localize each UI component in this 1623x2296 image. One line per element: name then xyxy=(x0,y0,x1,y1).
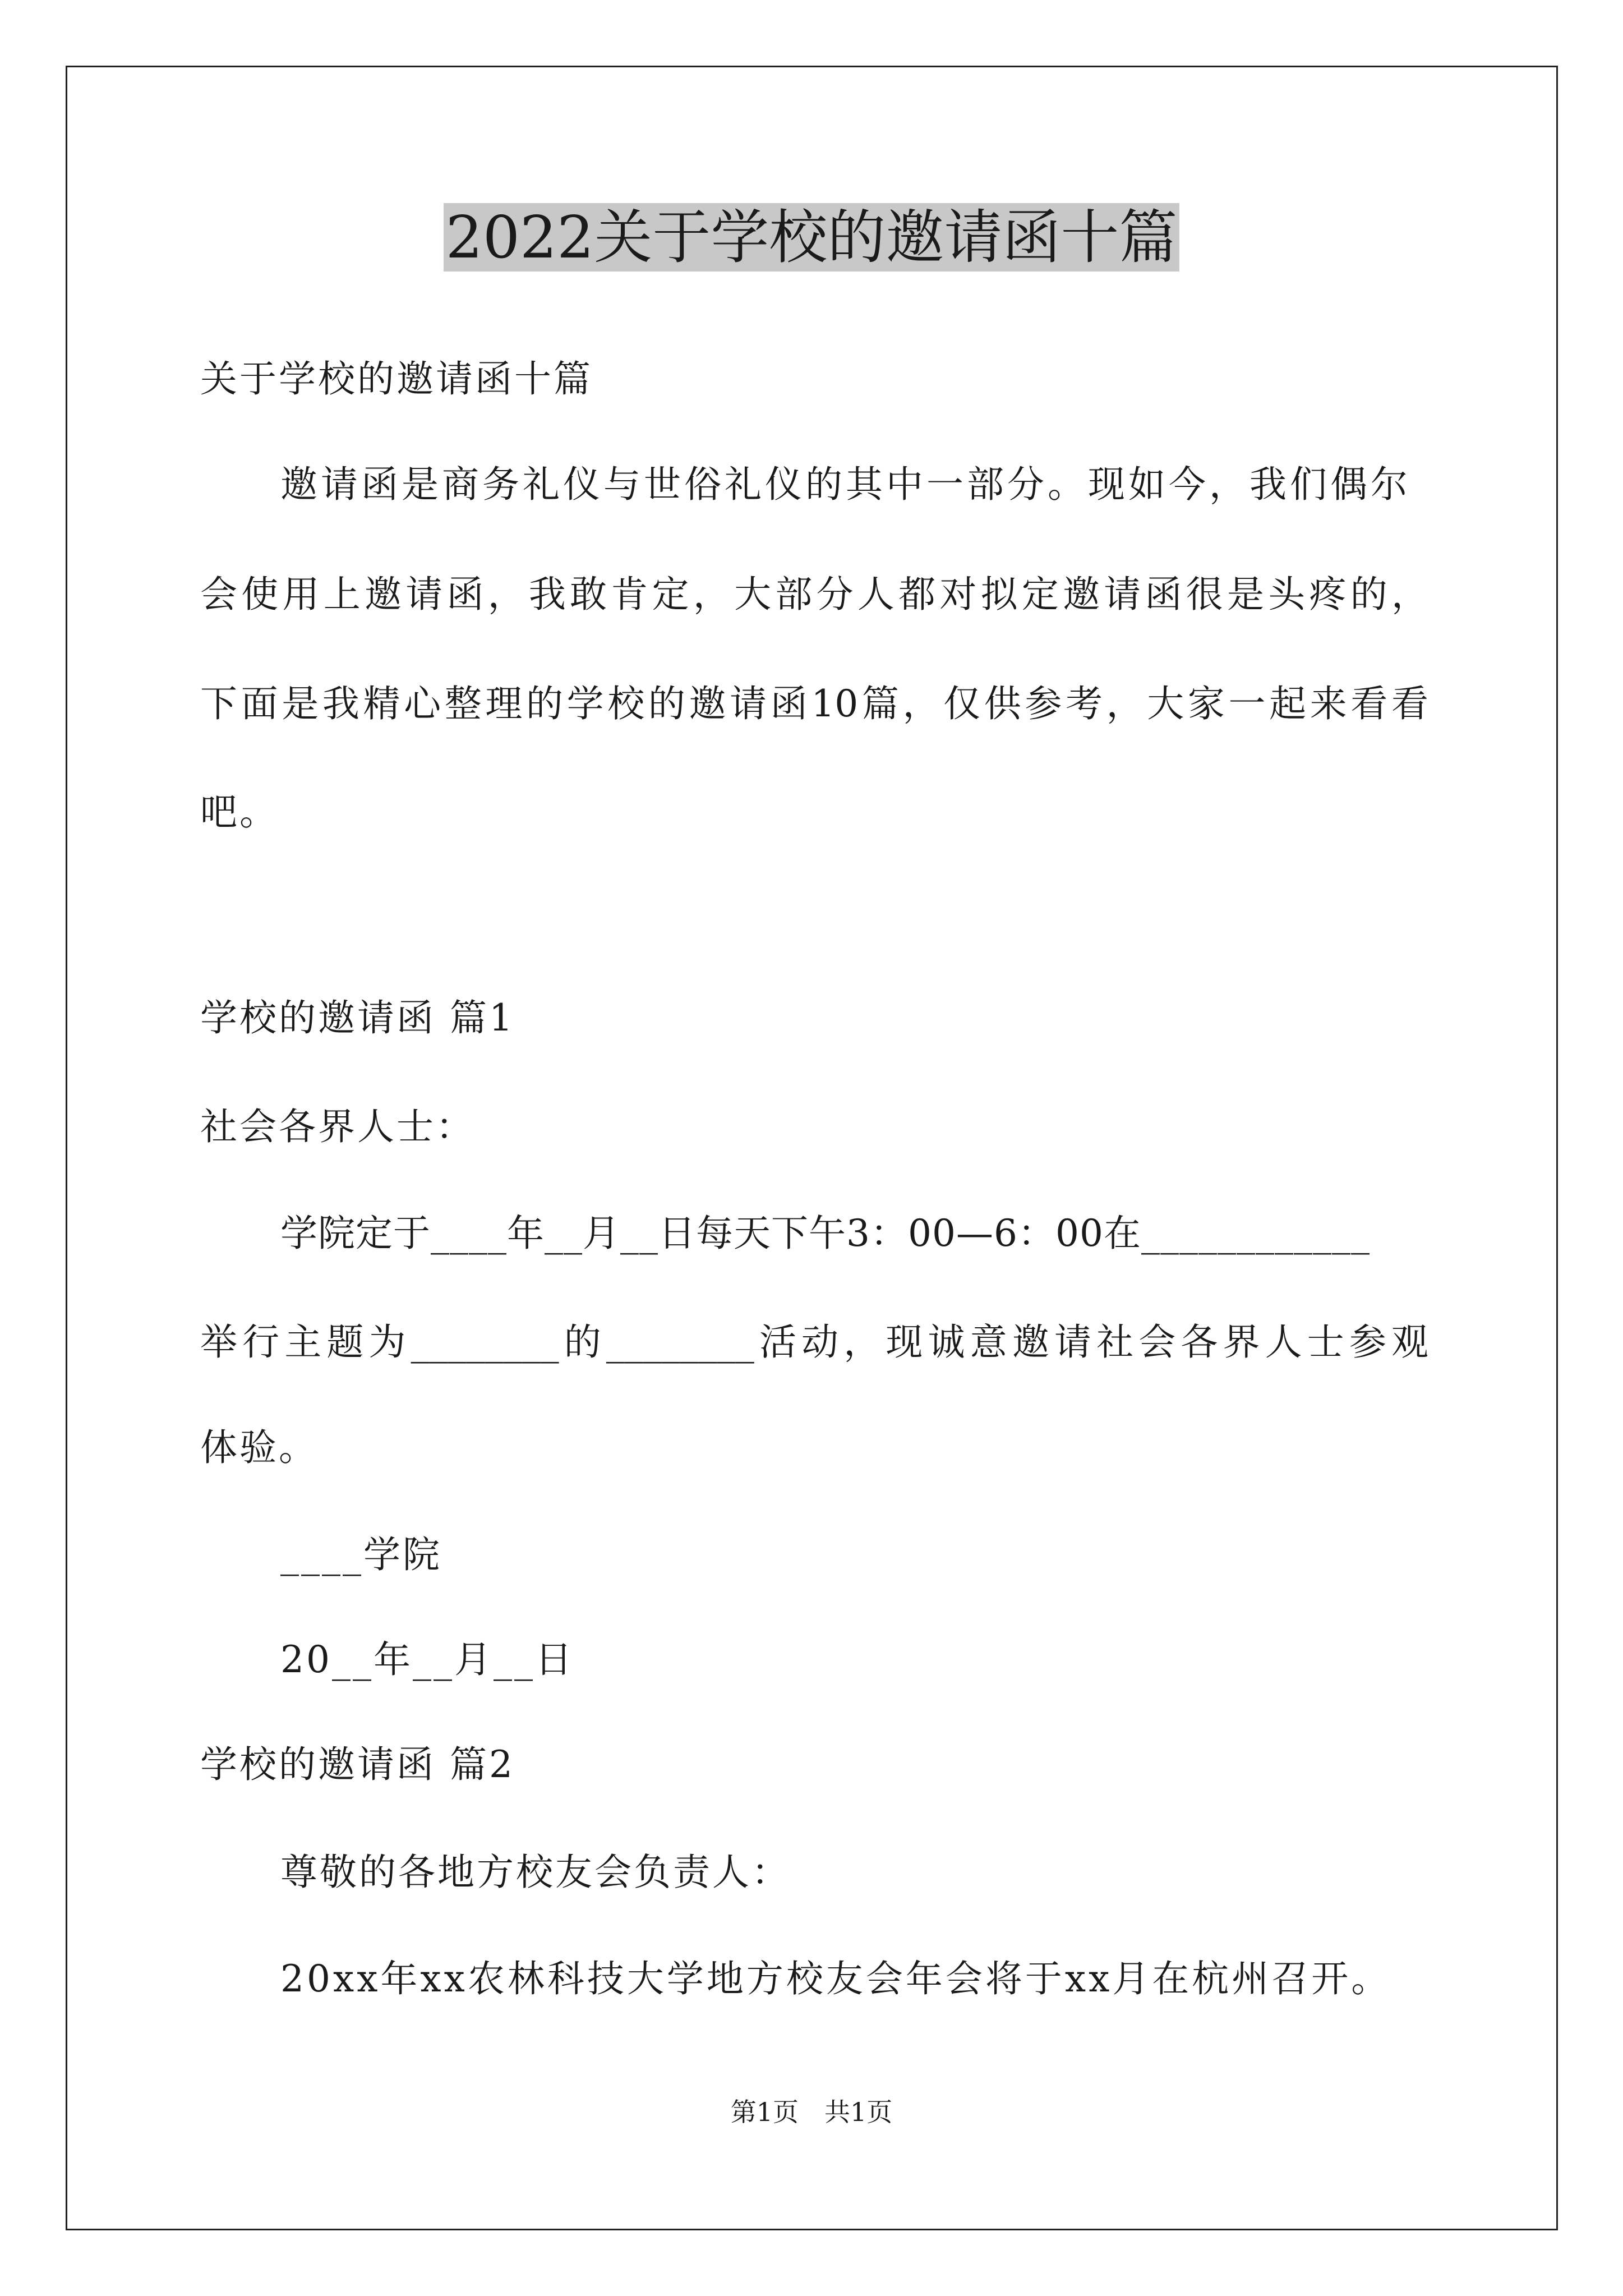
section1-signature: ____学院 xyxy=(280,1533,442,1576)
document-subtitle: 关于学校的邀请函十篇 xyxy=(200,357,593,401)
section1-body-line-1: 学院定于____年__月__日每天下午3：00—6：00在____________ xyxy=(280,1212,1370,1255)
document-title xyxy=(0,195,1623,279)
intro-line-3: 下面是我精心整理的学校的邀请函10篇，仅供参考，大家一起来看看 xyxy=(200,682,1428,725)
intro-line-4: 吧。 xyxy=(200,790,279,834)
section2-salutation: 尊敬的各地方校友会负责人： xyxy=(280,1851,791,1894)
section1-salutation: 社会各界人士： xyxy=(200,1105,475,1148)
document-title-text: 2022关于学校的邀请函十篇 xyxy=(444,203,1180,272)
section1-date: 20__年__月__日 xyxy=(280,1638,574,1681)
section1-heading: 学校的邀请函 篇1 xyxy=(200,996,515,1039)
section2-body-line-1: 20xx年xx农林科技大学地方校友会年会将于xx月在杭州召开。 xyxy=(280,1957,1391,2000)
section2-heading: 学校的邀请函 篇2 xyxy=(200,1743,515,1786)
section1-body-line-2: 举行主题为________的________活动，现诚意邀请社会各界人士参观 xyxy=(200,1320,1428,1364)
intro-line-1: 邀请函是商务礼仪与世俗礼仪的其中一部分。现如今，我们偶尔 xyxy=(280,463,1411,506)
page-footer: 第1页 共1页 xyxy=(730,2097,893,2127)
intro-line-2: 会使用上邀请函，我敢肯定，大部分人都对拟定邀请函很是头疼的， xyxy=(200,573,1428,616)
section1-body-line-3: 体验。 xyxy=(200,1426,318,1469)
